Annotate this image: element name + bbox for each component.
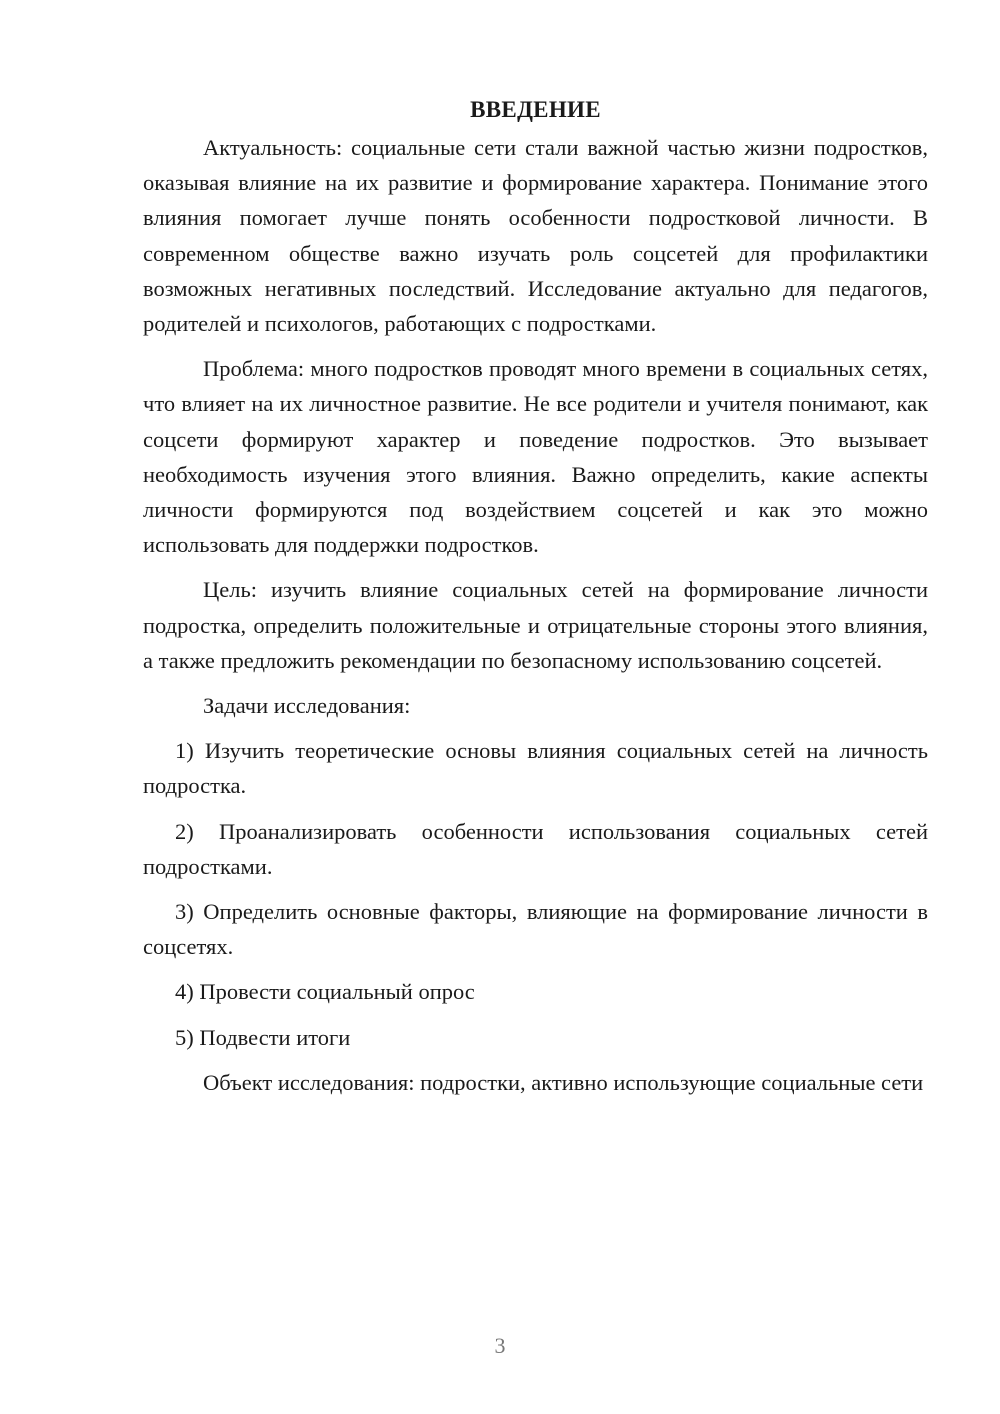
page-title: ВВЕДЕНИЕ <box>470 97 601 122</box>
paragraph-tasks-heading: Задачи исследования: <box>203 693 411 719</box>
task-item-2: 2) Проанализировать особенности использования социальных сетей подростками. <box>143 818 928 879</box>
paragraph-object: Объект исследования: подростки, активно использующие социальные сети <box>203 1069 924 1095</box>
task-item-1: 1) Изучить теоретические основы влияния социальных сетей на личность подростка. <box>143 738 928 799</box>
paragraph-relevance: Актуальность: социальные сети стали важной частью жизни подростков, оказывая влияние на их развитие и формирование характера. Понимание этого влияния помогает лучше понять особенности подростковой личности. В современном обществе важно изучать роль соцсетей для профилактики возможных негативных последствий. Исследование актуально для педагогов, родителей и психологов, работающих с подростками. <box>143 135 928 337</box>
task-item-5: 5) Подвести итоги <box>175 1024 351 1050</box>
document-page <box>143 92 928 1110</box>
paragraph-problem: Проблема: много подростков проводят много времени в социальных сетях, что влияет на их личностное развитие. Не все родители и учителя понимают, как соцсети формируют характер и поведение подростков. Это вызывает необходимость изучения этого влияния. Важно определить, какие аспекты личности формируются под воздействием соцсетей и как это можно использовать для поддержки подростков. <box>143 356 928 558</box>
task-item-3: 3) Определить основные факторы, влияющие на формирование личности в соцсетях. <box>143 899 928 960</box>
task-item-4: 4) Провести социальный опрос <box>175 979 475 1005</box>
page-number: 3 <box>494 1333 506 1358</box>
paragraph-goal: Цель: изучить влияние социальных сетей на формирование личности подростка, определить положительные и отрицательные стороны этого влияния, а также предложить рекомендации по безопасному использованию соцсетей. <box>143 577 928 673</box>
